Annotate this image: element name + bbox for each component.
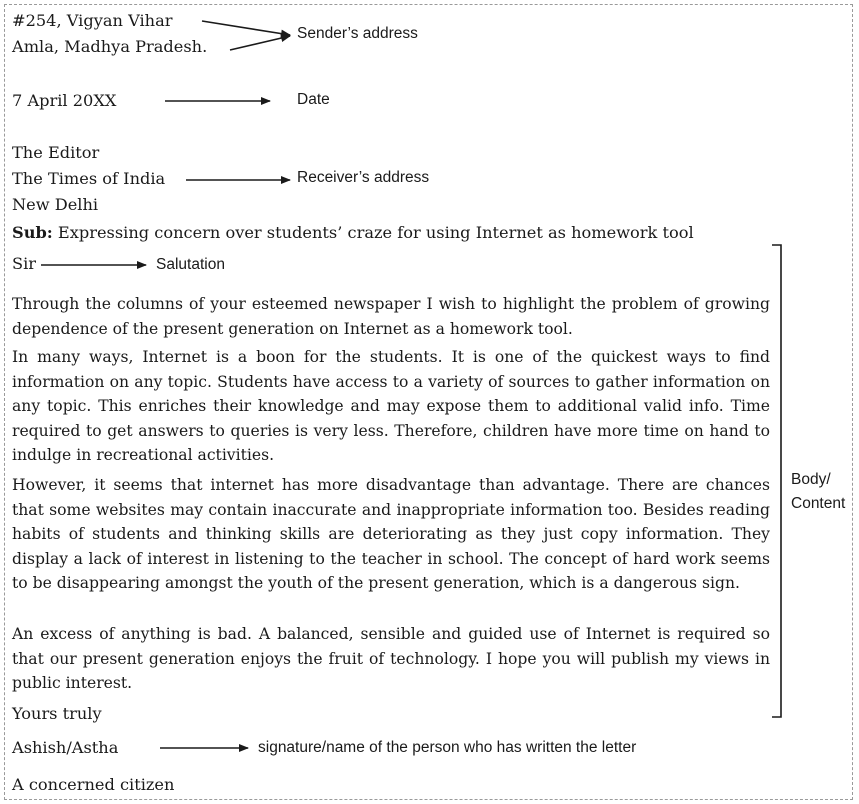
letter-date: 7 April 20XX bbox=[12, 91, 117, 110]
sender-address-line-2: Amla, Madhya Pradesh. bbox=[12, 37, 208, 56]
subject-label: Sub: bbox=[12, 223, 53, 242]
signature-name: Ashish/Astha bbox=[12, 738, 119, 757]
receiver-address-line-3: New Delhi bbox=[12, 195, 99, 214]
receiver-address-line-2: The Times of India bbox=[12, 169, 166, 188]
body-paragraph-1: Through the columns of your esteemed newspaper I wish to highlight the problem of growing dependence of the present generation on Internet as a homework tool. bbox=[12, 295, 770, 338]
sender-address-annotation: Sender’s address bbox=[297, 25, 418, 42]
signature-annotation: signature/name of the person who has written the letter bbox=[258, 739, 637, 756]
salutation-annotation: Salutation bbox=[156, 256, 225, 273]
receiver-address-annotation: Receiver’s address bbox=[297, 169, 430, 186]
receiver-address-line-1: The Editor bbox=[12, 143, 100, 162]
closing: Yours truly bbox=[12, 704, 102, 723]
body-bracket bbox=[772, 245, 781, 717]
subject-text: Expressing concern over students’ craze for using Internet as homework tool bbox=[52, 223, 694, 242]
sender-arrow-upper bbox=[202, 21, 290, 35]
sender-arrow-lower bbox=[230, 36, 290, 50]
date-annotation: Date bbox=[297, 91, 330, 108]
body-paragraph-3: However, it seems that internet has more disadvantage than advantage. There are chances that some websites may contain inaccurate and inappropriate information too. Besides reading habits of students and thinking skills are deteriorating as they just copy information. They display a lack of interest in listening to the teacher in school. The concept of hard work seems to be disappearing amongst the youth of the present generation, which is a dangerous sign. bbox=[12, 476, 770, 593]
designation: A concerned citizen bbox=[12, 775, 175, 794]
body-annotation-line-2: Content bbox=[791, 495, 846, 512]
body-paragraph-4: An excess of anything is bad. A balanced, sensible and guided use of Internet is required so that our present generation enjoys the fruit of technology. I hope you will publish my views in public interest. bbox=[12, 625, 770, 693]
body-paragraph-2: In many ways, Internet is a boon for the students. It is one of the quickest ways to find information on any topic. Students have access to a variety of sources to gather information on any topic. This enriches their knowledge and may expose them to additional valid info. Time required to get answers to queries is very less. Therefore, children have more time on hand to indulge in recreational activities. bbox=[12, 348, 770, 465]
salutation: Sir bbox=[12, 254, 37, 273]
body-annotation-line-1: Body/ bbox=[791, 471, 831, 488]
sender-address-line-1: #254, Vigyan Vihar bbox=[12, 11, 173, 30]
